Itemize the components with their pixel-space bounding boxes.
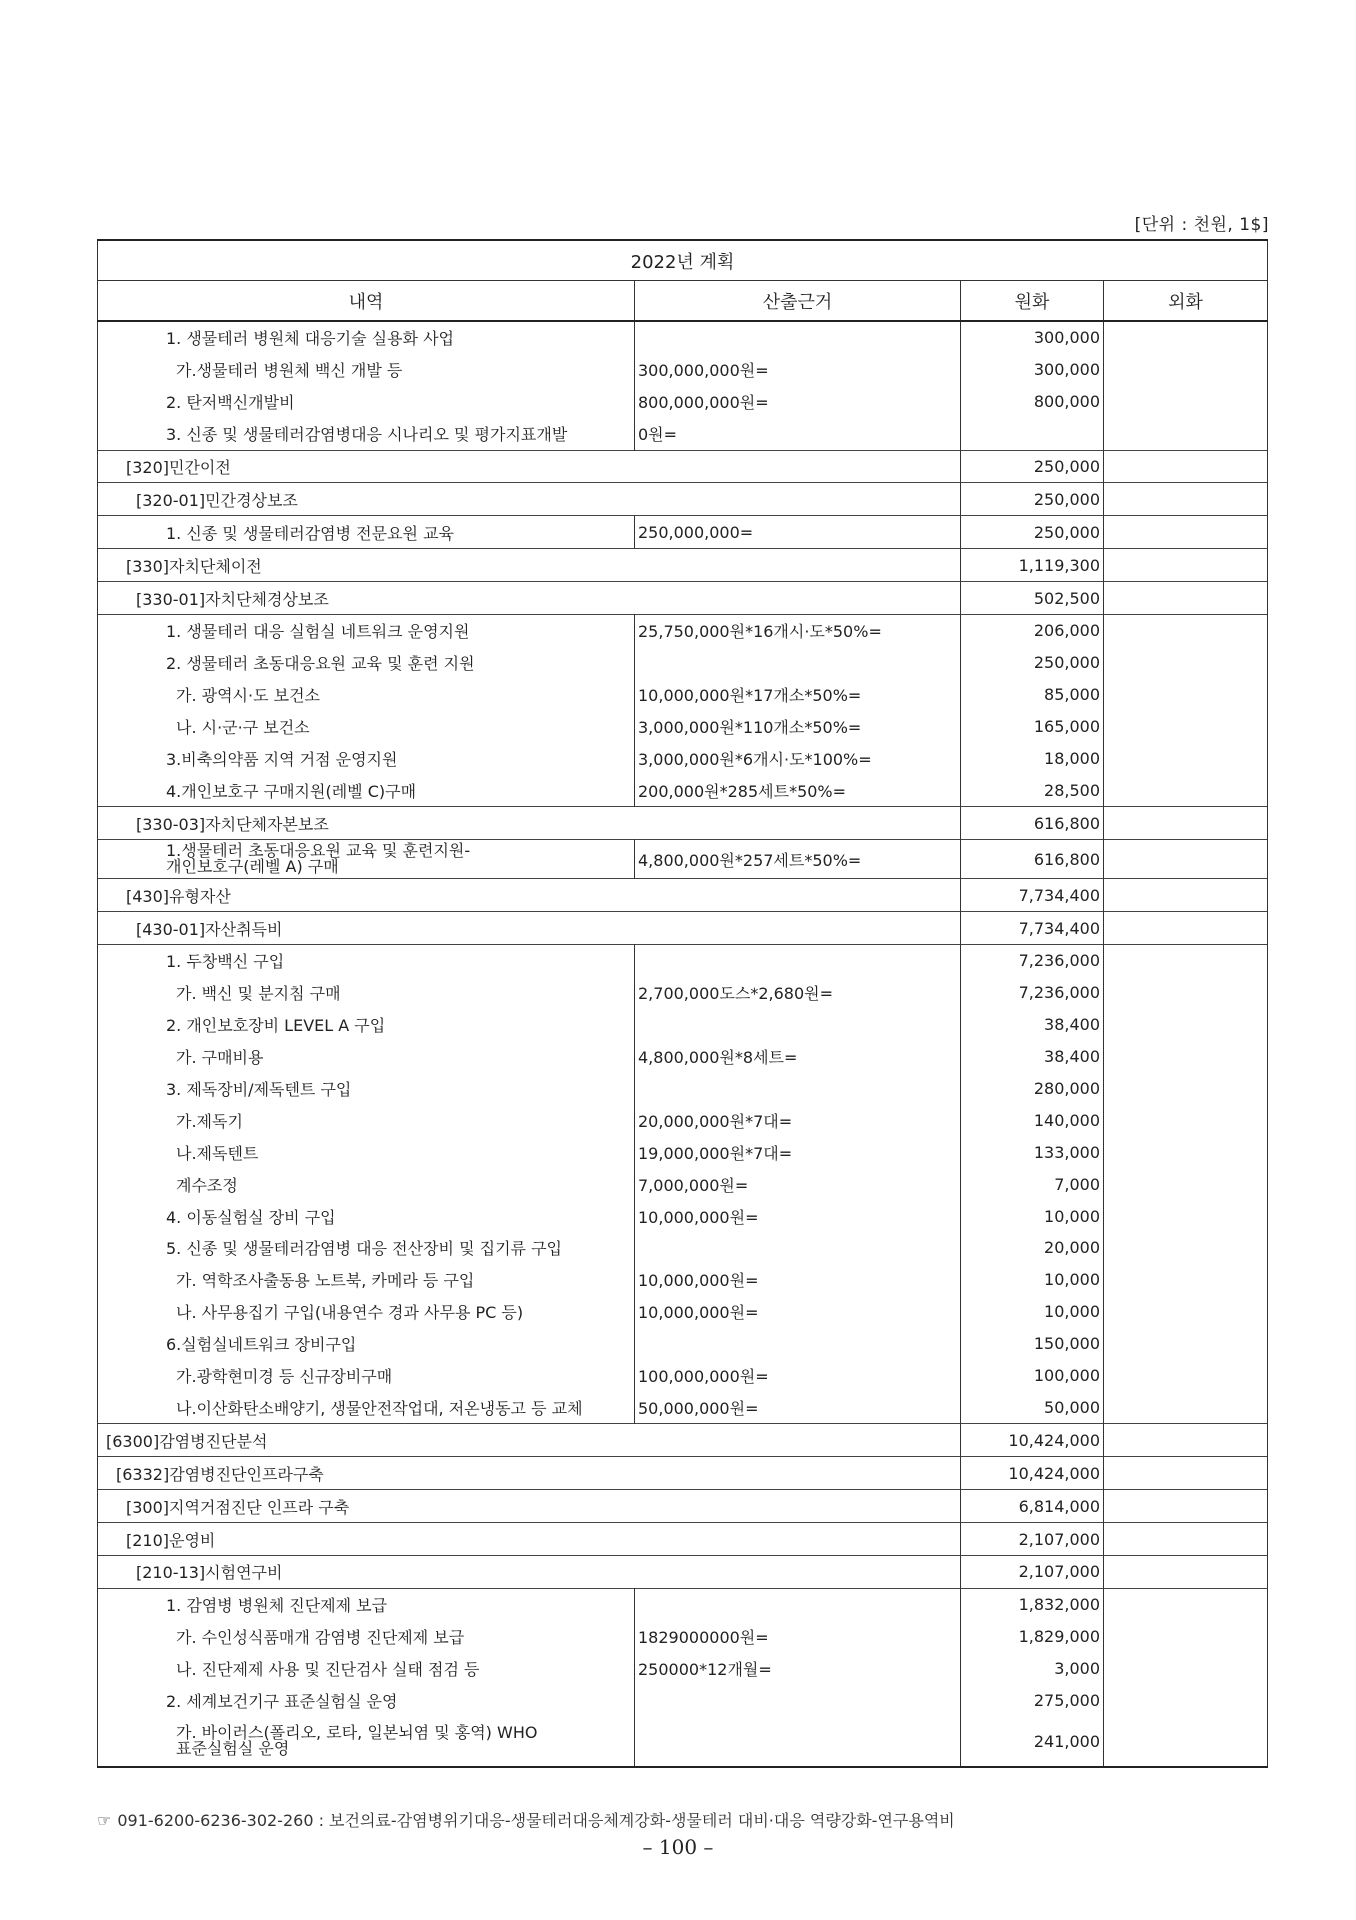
table-row [98,774,1268,806]
footnote [97,1808,955,1831]
row-item: [6332]감염병진단인프라구축 [98,1457,961,1490]
row-krw-amount: 2,107,000 [961,1555,1104,1588]
row-item-line: 가. 바이러스(폴리오, 로타, 일본뇌염 및 홍역) WHO [176,1723,538,1743]
column-header-row [98,281,1268,322]
unit-label: [단위 : 천원, 1$] [1134,215,1269,235]
row-fx-amount [1104,549,1268,582]
row-krw-amount: 100,000 [961,1360,1104,1392]
row-fx-amount [1104,743,1268,775]
table-row [98,615,1268,647]
row-krw-amount: 7,734,400 [961,912,1104,945]
row-krw-amount: 38,400 [961,1041,1104,1073]
row-item: 가. 백신 및 분지침 구매 [98,977,635,1009]
table-row [98,1360,1268,1392]
row-item: [330]자치단체이전 [98,549,961,582]
row-item: 3. 제독장비/제독텐트 구입 [98,1073,635,1105]
row-fx-amount [1104,807,1268,840]
row-item: 1. 두창백신 구입 [98,945,635,977]
row-calc-basis: 20,000,000원*7대= [635,1104,961,1136]
column-header-item: 내역 [98,281,635,322]
row-item: 가.광학현미경 등 신규장비구매 [98,1360,635,1392]
row-fx-amount [1104,615,1268,647]
row-calc-basis: 0원= [635,418,961,450]
table-row [98,1136,1268,1168]
row-krw-amount: 6,814,000 [961,1490,1104,1523]
column-header-fx: 외화 [1104,281,1268,322]
row-item-line: 표준실험실 운영 [176,1739,290,1759]
row-fx-amount [1104,679,1268,711]
row-fx-amount [1104,1296,1268,1328]
row-calc-basis: 2,700,000도스*2,680원= [635,977,961,1009]
row-item: 나.제독텐트 [98,1136,635,1168]
row-calc-basis [635,321,961,354]
footnote-text: 091-6200-6236-302-260 : 보건의료-감염병위기대응-생물테러대응체계강화-생물테러 대비·대응 역량강화-연구용역비 [117,1811,955,1830]
row-fx-amount [1104,1232,1268,1264]
row-item: 가. 광역시·도 보건소 [98,679,635,711]
row-item: [320]민간이전 [98,450,961,483]
row-fx-amount [1104,386,1268,418]
row-fx-amount [1104,1424,1268,1457]
row-krw-amount: 1,832,000 [961,1588,1104,1620]
row-item: [330-03]자치단체자본보조 [98,807,961,840]
row-fx-amount [1104,1716,1268,1767]
row-krw-amount: 7,236,000 [961,977,1104,1009]
table-row [98,1555,1268,1588]
row-krw-amount: 7,734,400 [961,879,1104,912]
row-krw-amount [961,418,1104,450]
table-row [98,1200,1268,1232]
row-krw-amount: 300,000 [961,321,1104,354]
table-row [98,1009,1268,1041]
table-row [98,321,1268,354]
row-calc-basis [635,647,961,679]
row-calc-basis [635,1685,961,1717]
row-fx-amount [1104,483,1268,516]
table-row [98,483,1268,516]
row-item: 계수조정 [98,1168,635,1200]
row-krw-amount: 616,800 [961,807,1104,840]
row-fx-amount [1104,711,1268,743]
row-item: 2. 탄저백신개발비 [98,386,635,418]
row-item: 1. 신종 및 생물테러감염병 전문요원 교육 [98,516,635,549]
row-item: [210-13]시험연구비 [98,1555,961,1588]
plan-header: 2022년 계획 [98,240,1268,281]
table-row [98,386,1268,418]
row-calc-basis: 25,750,000원*16개시·도*50%= [635,615,961,647]
row-krw-amount: 250,000 [961,516,1104,549]
budget-table-body [98,321,1268,1767]
row-calc-basis: 1829000000원= [635,1621,961,1653]
row-calc-basis: 250000*12개월= [635,1653,961,1685]
row-item: 나. 사무용집기 구입(내용연수 경과 사무용 PC 등) [98,1296,635,1328]
table-row [98,1621,1268,1653]
row-fx-amount [1104,879,1268,912]
row-fx-amount [1104,840,1268,879]
row-fx-amount [1104,1555,1268,1588]
table-row [98,1073,1268,1105]
row-item: 가.생물테러 병원체 백신 개발 등 [98,354,635,386]
row-item: 나. 시·군·구 보건소 [98,711,635,743]
row-item [98,840,635,879]
row-fx-amount [1104,516,1268,549]
row-fx-amount [1104,977,1268,1009]
table-row [98,450,1268,483]
row-krw-amount: 616,800 [961,840,1104,879]
row-fx-amount [1104,1168,1268,1200]
row-krw-amount: 1,119,300 [961,549,1104,582]
table-row [98,879,1268,912]
row-krw-amount: 50,000 [961,1392,1104,1424]
row-calc-basis [635,1328,961,1360]
row-item: [320-01]민간경상보조 [98,483,961,516]
row-fx-amount [1104,1264,1268,1296]
row-calc-basis: 250,000,000= [635,516,961,549]
row-calc-basis: 3,000,000원*110개소*50%= [635,711,961,743]
table-row [98,1523,1268,1556]
table-row [98,711,1268,743]
row-krw-amount: 1,829,000 [961,1621,1104,1653]
row-item: [430-01]자산취득비 [98,912,961,945]
row-item: 4.개인보호구 구매지원(레벨 C)구매 [98,774,635,806]
row-item: 1. 감염병 병원체 진단제제 보급 [98,1588,635,1620]
row-fx-amount [1104,1621,1268,1653]
row-item: 5. 신종 및 생물테러감염병 대응 전산장비 및 집기류 구입 [98,1232,635,1264]
row-fx-amount [1104,418,1268,450]
table-row [98,840,1268,879]
table-row [98,1392,1268,1424]
row-fx-amount [1104,647,1268,679]
budget-table [97,239,1268,1768]
row-krw-amount: 165,000 [961,711,1104,743]
row-item: [430]유형자산 [98,879,961,912]
table-row [98,1424,1268,1457]
row-fx-amount [1104,945,1268,977]
row-krw-amount: 250,000 [961,450,1104,483]
row-fx-amount [1104,582,1268,615]
table-row [98,1685,1268,1717]
row-item: [300]지역거점진단 인프라 구축 [98,1490,961,1523]
table-row [98,679,1268,711]
row-fx-amount [1104,1073,1268,1105]
row-item-line: 1.생물테러 초동대응요원 교육 및 훈련지원- [166,841,471,861]
row-fx-amount [1104,1588,1268,1620]
row-fx-amount [1104,1490,1268,1523]
row-calc-basis: 200,000원*285세트*50%= [635,774,961,806]
row-item: 6.실험실네트워크 장비구입 [98,1328,635,1360]
row-calc-basis: 3,000,000원*6개시·도*100%= [635,743,961,775]
row-krw-amount: 502,500 [961,582,1104,615]
table-row [98,1264,1268,1296]
row-krw-amount: 38,400 [961,1009,1104,1041]
row-item: 나.이산화탄소배양기, 생물안전작업대, 저온냉동고 등 교체 [98,1392,635,1424]
row-krw-amount: 7,000 [961,1168,1104,1200]
row-fx-amount [1104,1328,1268,1360]
row-fx-amount [1104,1360,1268,1392]
row-item: 4. 이동실험실 장비 구입 [98,1200,635,1232]
table-row [98,516,1268,549]
row-krw-amount: 133,000 [961,1136,1104,1168]
table-row [98,912,1268,945]
row-krw-amount: 10,424,000 [961,1457,1104,1490]
row-item: 가.제독기 [98,1104,635,1136]
row-item: 가. 수인성식품매개 감염병 진단제제 보급 [98,1621,635,1653]
table-row [98,1232,1268,1264]
row-calc-basis [635,1588,961,1620]
row-calc-basis [635,1232,961,1264]
row-krw-amount: 85,000 [961,679,1104,711]
row-krw-amount: 241,000 [961,1716,1104,1767]
row-item: 3.비축의약품 지역 거점 운영지원 [98,743,635,775]
table-row [98,354,1268,386]
row-calc-basis: 10,000,000원= [635,1296,961,1328]
table-row [98,549,1268,582]
row-fx-amount [1104,1104,1268,1136]
row-fx-amount [1104,1200,1268,1232]
row-fx-amount [1104,1523,1268,1556]
row-krw-amount: 10,424,000 [961,1424,1104,1457]
row-fx-amount [1104,1392,1268,1424]
row-krw-amount: 300,000 [961,354,1104,386]
row-item: 가. 역학조사출동용 노트북, 카메라 등 구입 [98,1264,635,1296]
row-fx-amount [1104,1136,1268,1168]
row-calc-basis: 10,000,000원= [635,1200,961,1232]
row-krw-amount: 250,000 [961,483,1104,516]
table-row [98,1104,1268,1136]
row-item: 1. 생물테러 병원체 대응기술 실용화 사업 [98,321,635,354]
row-calc-basis: 50,000,000원= [635,1392,961,1424]
row-fx-amount [1104,774,1268,806]
page-number: – 100 – [642,1835,714,1859]
row-item: 2. 생물테러 초동대응요원 교육 및 훈련 지원 [98,647,635,679]
row-krw-amount: 800,000 [961,386,1104,418]
row-krw-amount: 140,000 [961,1104,1104,1136]
row-calc-basis [635,1073,961,1105]
row-calc-basis: 10,000,000원= [635,1264,961,1296]
row-krw-amount: 10,000 [961,1296,1104,1328]
row-krw-amount: 10,000 [961,1200,1104,1232]
table-row [98,1716,1268,1767]
row-fx-amount [1104,1041,1268,1073]
row-item-line: 개인보호구(레벨 A) 구매 [166,857,339,877]
row-krw-amount: 28,500 [961,774,1104,806]
row-calc-basis: 4,800,000원*257세트*50%= [635,840,961,879]
row-krw-amount: 280,000 [961,1073,1104,1105]
table-row [98,1168,1268,1200]
table-row [98,743,1268,775]
row-fx-amount [1104,321,1268,354]
row-krw-amount: 150,000 [961,1328,1104,1360]
row-fx-amount [1104,450,1268,483]
table-row [98,1490,1268,1523]
table-row [98,582,1268,615]
table-row [98,647,1268,679]
table-row [98,945,1268,977]
table-row [98,1328,1268,1360]
row-item: 가. 구매비용 [98,1041,635,1073]
row-item: 3. 신종 및 생물테러감염병대응 시나리오 및 평가지표개발 [98,418,635,450]
row-fx-amount [1104,1009,1268,1041]
row-krw-amount: 275,000 [961,1685,1104,1717]
row-item: [330-01]자치단체경상보조 [98,582,961,615]
table-row [98,418,1268,450]
plan-header-row [98,240,1268,281]
row-fx-amount [1104,354,1268,386]
column-header-calc: 산출근거 [635,281,961,322]
row-calc-basis: 10,000,000원*17개소*50%= [635,679,961,711]
row-item: 2. 개인보호장비 LEVEL A 구입 [98,1009,635,1041]
row-krw-amount: 10,000 [961,1264,1104,1296]
table-row [98,1653,1268,1685]
row-krw-amount: 7,236,000 [961,945,1104,977]
row-krw-amount: 250,000 [961,647,1104,679]
pointing-hand-icon: ☞ [97,1811,112,1830]
row-calc-basis: 19,000,000원*7대= [635,1136,961,1168]
row-calc-basis: 100,000,000원= [635,1360,961,1392]
table-row [98,1041,1268,1073]
row-calc-basis [635,1716,961,1767]
row-item: 2. 세계보건기구 표준실험실 운영 [98,1685,635,1717]
row-krw-amount: 18,000 [961,743,1104,775]
row-item: [210]운영비 [98,1523,961,1556]
row-krw-amount: 206,000 [961,615,1104,647]
column-header-krw: 원화 [961,281,1104,322]
row-krw-amount: 20,000 [961,1232,1104,1264]
table-row [98,1457,1268,1490]
table-row [98,977,1268,1009]
row-item: [6300]감염병진단분석 [98,1424,961,1457]
row-calc-basis: 7,000,000원= [635,1168,961,1200]
table-row [98,807,1268,840]
table-row [98,1588,1268,1620]
row-fx-amount [1104,912,1268,945]
row-fx-amount [1104,1685,1268,1717]
row-calc-basis: 800,000,000원= [635,386,961,418]
row-item: 나. 진단제제 사용 및 진단검사 실태 점검 등 [98,1653,635,1685]
row-calc-basis [635,1009,961,1041]
row-krw-amount: 3,000 [961,1653,1104,1685]
row-calc-basis [635,945,961,977]
row-item [98,1716,635,1767]
row-item: 1. 생물테러 대응 실험실 네트워크 운영지원 [98,615,635,647]
row-fx-amount [1104,1653,1268,1685]
table-row [98,1296,1268,1328]
row-calc-basis: 4,800,000원*8세트= [635,1041,961,1073]
row-krw-amount: 2,107,000 [961,1523,1104,1556]
row-calc-basis: 300,000,000원= [635,354,961,386]
row-fx-amount [1104,1457,1268,1490]
